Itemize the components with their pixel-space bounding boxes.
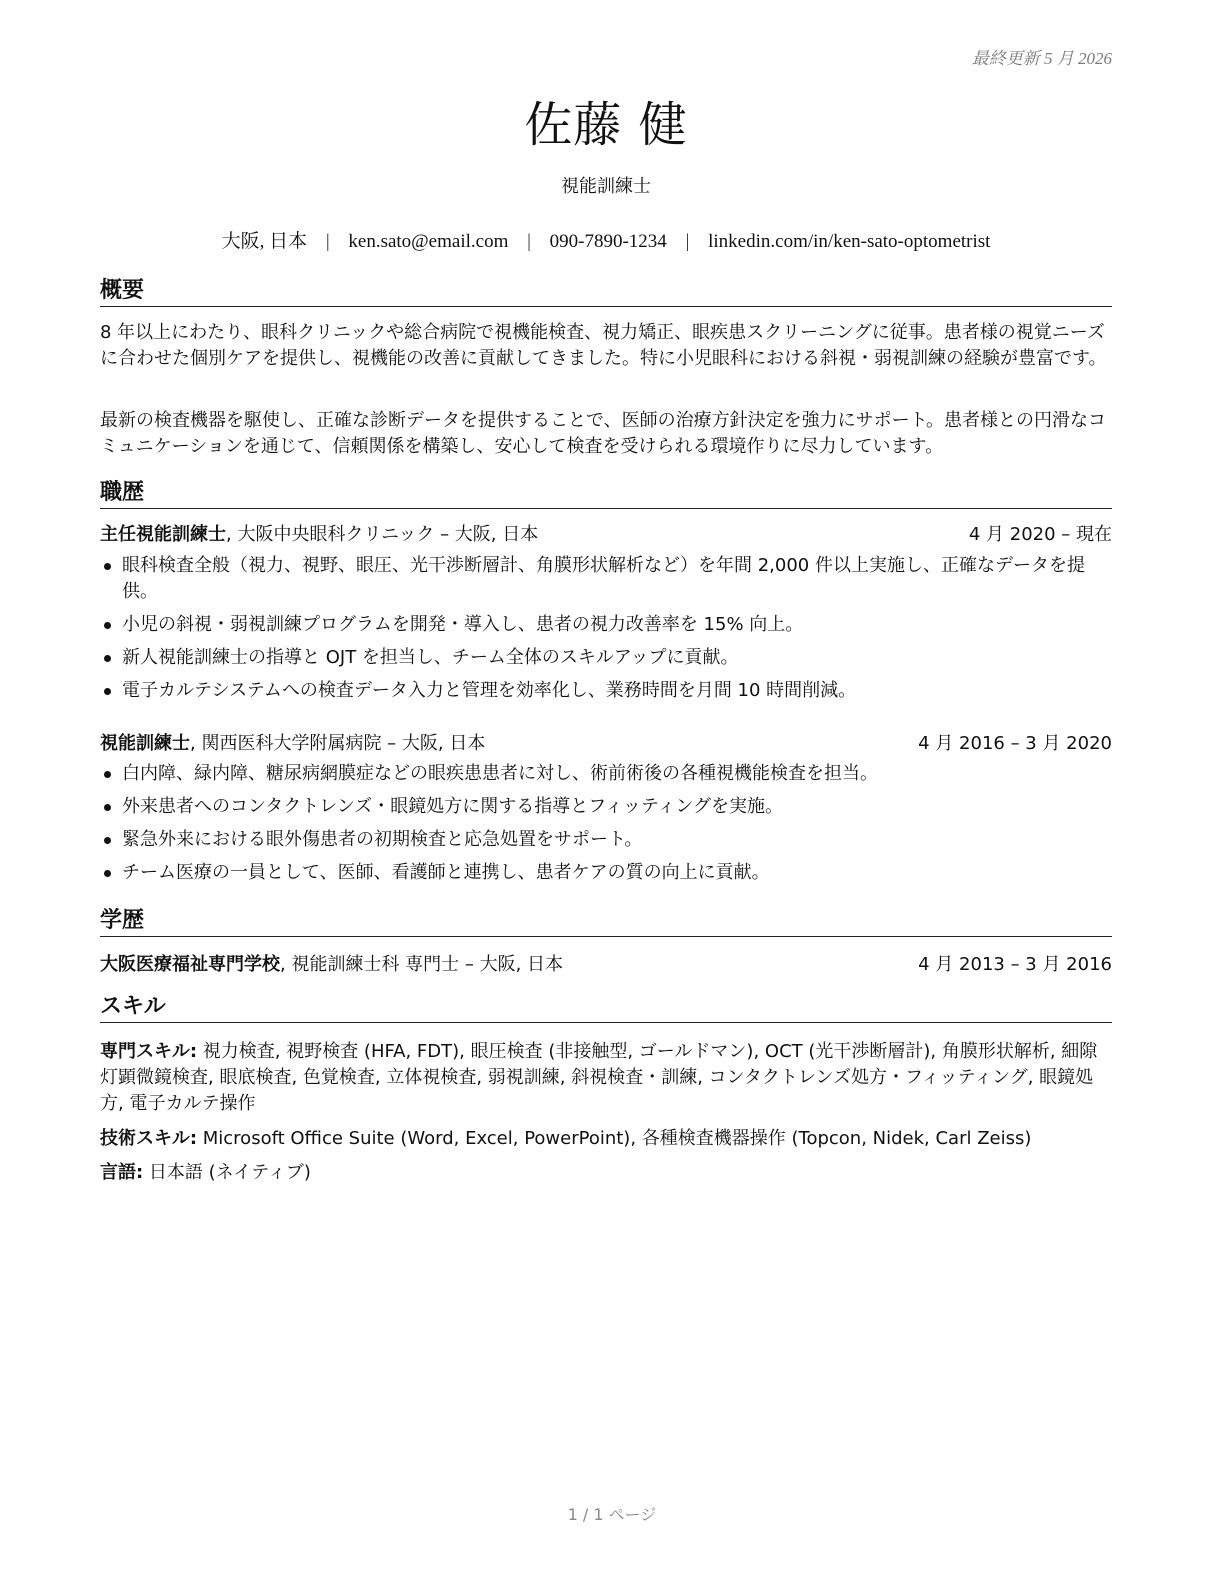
job-dates: 4 月 2016 – 3 月 2020 xyxy=(918,733,1112,754)
list-item xyxy=(100,794,1112,820)
bullet-text: 電子カルテシステムへの検査データ入力と管理を効率化し、業務時間を月間 10 時間削減。 xyxy=(122,680,857,701)
candidate-name: 佐藤 健 xyxy=(524,97,688,153)
job-role: 視能訓練士 xyxy=(100,733,190,754)
bullet-text: 緊急外来における眼外傷患者の初期検査と応急処置をサポート。 xyxy=(122,829,643,850)
summary-paragraph: 最新の検査機器を駆使し、正確な診断データを提供することで、医師の治療方針決定を強力にサポート。患者様との円滑なコミュニケーションを通じて、信頼関係を構築し、安心して検査を受けられる環境作りに尽力しています。 xyxy=(100,410,1107,457)
skill-row xyxy=(100,1126,1112,1152)
bullet-icon xyxy=(104,804,111,811)
contact-separator: | xyxy=(685,231,690,252)
school-name: 大阪医療福祉専門学校 xyxy=(100,954,280,975)
bullet-text: 外来患者へのコンタクトレンズ・眼鏡処方に関する指導とフィッティングを実施。 xyxy=(122,796,784,817)
section-title-summary: 概要 xyxy=(100,278,1112,307)
summary-paragraph: 8 年以上にわたり、眼科クリニックや総合病院で視機能検査、視力矯正、眼疾患スクリーニングに従事。患者様の視覚ニーズに合わせた個別ケアを提供し、視機能の改善に貢献してきました。特に小児眼科における斜視・弱視訓練の経験が豊富です。 xyxy=(100,322,1107,369)
contact-separator: | xyxy=(527,231,531,252)
bullet-icon xyxy=(104,655,111,662)
list-item xyxy=(100,612,1112,638)
skill-row xyxy=(100,1039,1112,1117)
job-title-line xyxy=(100,522,538,548)
job-bullets xyxy=(100,761,1112,893)
skill-value: Microsoft Office Suite (Word, Excel, PowerPoint), 各種検査機器操作 (Topcon, Nidek, Carl Zeiss) xyxy=(197,1128,1032,1149)
job-bullets xyxy=(100,553,1112,711)
bullet-text: 新人視能訓練士の指導と OJT を担当し、チーム全体のスキルアップに貢献。 xyxy=(122,647,739,668)
contact-separator: | xyxy=(325,231,330,252)
contact-line xyxy=(100,226,1112,253)
bullet-icon xyxy=(104,837,111,844)
bullet-icon xyxy=(104,688,111,695)
education-detail: , 視能訓練士科 専門士 – 大阪, 日本 xyxy=(280,954,564,975)
skill-row xyxy=(100,1160,1112,1186)
job-header xyxy=(100,731,1112,757)
job-org: , 大阪中央眼科クリニック – 大阪, 日本 xyxy=(226,524,539,545)
list-item xyxy=(100,761,1112,787)
section-title-experience: 職歴 xyxy=(100,480,1112,509)
skill-label: 専門スキル: xyxy=(100,1041,198,1062)
bullet-text: 白内障、緑内障、糖尿病網膜症などの眼疾患患者に対し、術前術後の各種視機能検査を担当。 xyxy=(122,763,878,784)
job-title-line xyxy=(100,731,485,757)
contact-email[interactable]: ken.sato@email.com xyxy=(348,231,509,252)
list-item xyxy=(100,827,1112,853)
bullet-icon xyxy=(104,870,111,877)
candidate-headline: 視能訓練士 xyxy=(561,176,651,197)
contact-location: 大阪, 日本 xyxy=(221,231,308,252)
list-item xyxy=(100,645,1112,671)
education-line xyxy=(100,952,563,978)
bullet-icon xyxy=(104,771,111,778)
skill-label: 言語: xyxy=(100,1162,144,1183)
section-title-skills: スキル xyxy=(100,994,1112,1023)
list-item xyxy=(100,553,1112,605)
job-role: 主任視能訓練士 xyxy=(100,524,226,545)
last-updated: 最終更新 5 月 2026 xyxy=(971,49,1112,68)
contact-linkedin[interactable]: linkedin.com/in/ken-sato-optometrist xyxy=(708,231,991,252)
bullet-text: 小児の斜視・弱視訓練プログラムを開発・導入し、患者の視力改善率を 15% 向上。 xyxy=(122,614,804,635)
education-entry xyxy=(100,952,1112,978)
list-item xyxy=(100,678,1112,704)
contact-phone[interactable]: 090-7890-1234 xyxy=(549,231,667,252)
page-indicator: 1 / 1 ページ xyxy=(567,1505,657,1524)
resume-page xyxy=(100,0,1112,1584)
education-dates: 4 月 2013 – 3 月 2016 xyxy=(918,954,1112,975)
job-dates: 4 月 2020 – 現在 xyxy=(968,524,1112,545)
skill-label: 技術スキル: xyxy=(100,1128,198,1149)
bullet-icon xyxy=(104,563,111,570)
skill-value: 視力検査, 視野検査 (HFA, FDT), 眼圧検査 (非接触型, ゴールドマン), OCT (光干渉断層計), 角膜形状解析, 細隙灯顕微鏡検査, 眼底検査, 色覚検査, 立体視検査, 弱視訓練, 斜視検査・訓練, コンタクトレンズ処方・フィッティング, 眼鏡処方, 電子カルテ操作 xyxy=(100,1041,1098,1114)
job-org: , 関西医科大学附属病院 – 大阪, 日本 xyxy=(190,733,486,754)
job-header xyxy=(100,522,1112,548)
list-item xyxy=(100,860,1112,886)
skill-value: 日本語 (ネイティブ) xyxy=(143,1162,311,1183)
bullet-icon xyxy=(104,622,111,629)
bullet-text: 眼科検査全般（視力、視野、眼圧、光干渉断層計、角膜形状解析など）を年間 2,000 件以上実施し、正確なデータを提供。 xyxy=(122,555,1085,602)
section-title-education: 学歴 xyxy=(100,908,1112,937)
bullet-text: チーム医療の一員として、医師、看護師と連携し、患者ケアの質の向上に貢献。 xyxy=(122,862,770,883)
